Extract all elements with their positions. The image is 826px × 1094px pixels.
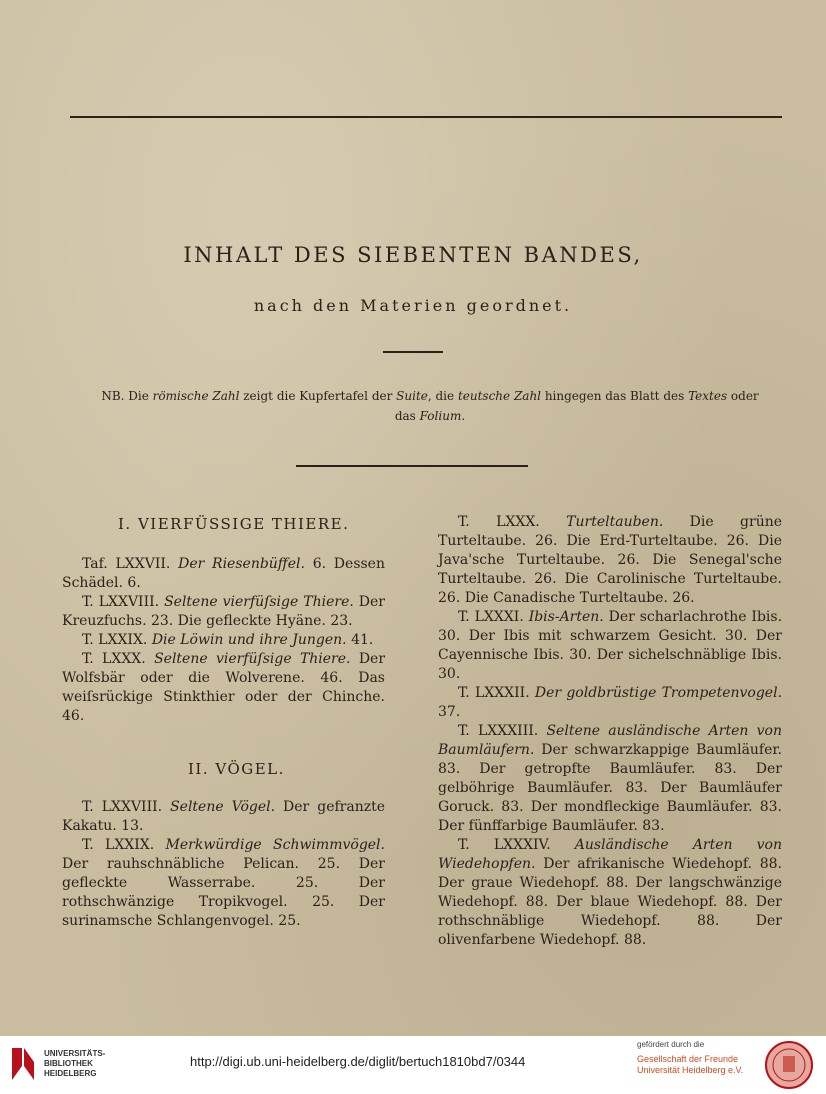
section-heading-birds: II. VÖGEL. <box>188 760 285 778</box>
permalink-url[interactable]: http://digi.ub.uni-heidelberg.de/diglit/bertuch1810bd7/0344 <box>190 1054 526 1069</box>
note-prefix: NB. <box>101 389 125 403</box>
birds-entries-right <box>438 513 782 950</box>
section-heading-mammals: I. VIERFÜSSIGE THIERE. <box>118 515 350 533</box>
entry: T. LXXIX. Merkwürdige Schwimmvögel. Der rauhschnäbliche Pelican. 25. Der gefleckte Wasserrabe. 25. Der rothschwänzige Tropikvogel. 25. Der surinamsche Schlangenvogel. 25. <box>62 837 385 929</box>
top-rule <box>70 116 782 118</box>
note-paragraph: NB. Die römische Zahl zeigt die Kupfertafel der Suite, die teutsche Zahl hingegen das Blatt des Textes oder das Folium. <box>101 389 759 423</box>
entry: T. LXXVIII. Seltene Vögel. Der gefranzte Kakatu. 13. <box>62 799 385 834</box>
entry: T. LXXIX. Die Löwin und ihre Jungen. 41. <box>82 632 374 648</box>
entry: T. LXXXI. Ibis-Arten. Der scharlachrothe Ibis. 30. Der Ibis mit schwarzem Gesicht. 30. Der Cayennische Ibis. 30. Der sichelschnäblige Ibis. 30. <box>438 609 783 682</box>
entry: T. LXXVIII. Seltene vierfüſsige Thiere. Der Kreuzfuchs. 23. Die gefleckte Hyäne. 23. <box>62 594 385 629</box>
entry: T. LXXXIV. Ausländische Arten von Wiedehopfen. Der afrikanische Wiedehopf. 88. Der graue Wiedehopf. 88. Der langschwänzige Wiedehopf. 88. Der blaue Wiedehopf. 88. Der rothschnäblige Wiedehopf. 88. Der olivenfarbene Wiedehopf. 88. <box>438 837 783 948</box>
sponsor-name[interactable]: Gesellschaft der Freunde Universität Heidelberg e.V. <box>637 1054 744 1075</box>
birds-entries-left <box>62 798 385 931</box>
page-subtitle: nach den Materien geordnet. <box>253 296 573 315</box>
entry: T. LXXXII. Der goldbrüstige Trompetenvogel. 37. <box>438 685 783 720</box>
title-rule <box>383 351 443 353</box>
footer-bar <box>0 1036 826 1094</box>
section-rule <box>296 465 528 467</box>
entry: Taf. LXXVII. Der Riesenbüffel. 6. Dessen Schädel. 6. <box>62 556 385 591</box>
university-library-logo-icon[interactable] <box>8 1044 38 1084</box>
library-name: UNIVERSITÄTS- BIBLIOTHEK HEIDELBERG <box>44 1049 106 1078</box>
sponsor-label: gefördert durch die <box>637 1040 705 1049</box>
mammals-entries <box>62 555 385 726</box>
entry: T. LXXX. Seltene vierfüſsige Thiere. Der Wolfsbär oder die Wolverene. 46. Das weiſsrückige Stinkthier oder der Chinche. 46. <box>62 651 386 724</box>
entry: T. LXXXIII. Seltene ausländische Arten von Baumläufern. Der schwarzkappige Baumläufer. 83. Der getropfte Baumläufer. 83. Der gelböhrige Baumläufer. 83. Der Baumläufer Goruck. 83. Der mondfleckige Baumläufer. 83. Der fünffarbige Baumläufer. 83. <box>438 723 782 834</box>
entry: T. LXXX. Turteltauben. Die grüne Turteltaube. 26. Die Erd-Turteltaube. 26. Die Java'sche Turteltaube. 26. Die Senegal'sche Turteltaube. 26. Die Carolinische Turteltaube. 26. Die Canadische Turteltaube. 26. <box>438 514 783 606</box>
university-seal-icon <box>764 1040 814 1090</box>
page-title: INHALT DES SIEBENTEN BANDES, <box>183 243 643 267</box>
